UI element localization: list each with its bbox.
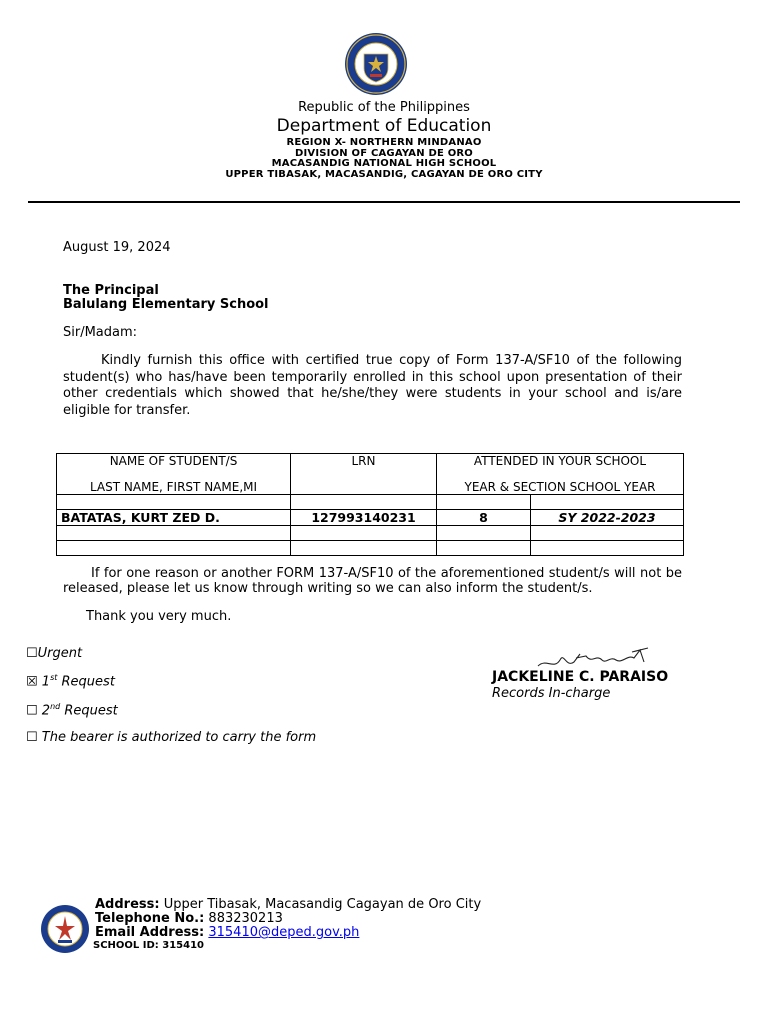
footer-email bbox=[95, 925, 359, 940]
checkbox-label: 2 bbox=[41, 703, 51, 719]
request-paragraph: Kindly furnish this office with certified true copy of Form 137-A/SF10 of the following student(s) who has/have been temporarily enrolled in this school upon presentation of their other credentials which showed that he/she/they were students in your school and is/are eligible for transfer. bbox=[63, 353, 682, 418]
student-school-year: SY 2022-2023 bbox=[531, 510, 684, 526]
student-name: BATATAS, KURT ZED D. bbox=[57, 510, 291, 526]
letter-date: August 19, 2024 bbox=[63, 240, 171, 255]
signatory-name: JACKELINE C. PARAISO bbox=[492, 669, 669, 685]
checkbox-box[interactable]: ☐ bbox=[26, 703, 38, 719]
deped-seal-logo bbox=[344, 32, 408, 96]
footer-telephone-value: 883230213 bbox=[208, 911, 283, 926]
table-row bbox=[57, 541, 684, 556]
footer-telephone bbox=[95, 911, 283, 926]
region-line: REGION X- NORTHERN MINDANAO bbox=[286, 137, 482, 148]
checkbox-box[interactable]: ☐ bbox=[26, 730, 38, 745]
checkbox-label-sup: nd bbox=[50, 702, 61, 711]
checkbox-label: 1 bbox=[41, 674, 51, 690]
checkbox-box[interactable]: ☐ bbox=[26, 646, 38, 661]
footer-telephone-label: Telephone No.: bbox=[95, 911, 205, 926]
school-address-line: UPPER TIBASAK, MACASANDIG, CAGAYAN DE ORO CITY bbox=[225, 169, 543, 180]
header-lrn bbox=[291, 454, 437, 495]
recipient-school: Balulang Elementary School bbox=[63, 297, 269, 312]
school-line: MACASANDIG NATIONAL HIGH SCHOOL bbox=[271, 158, 497, 169]
followup-paragraph: If for one reason or another FORM 137-A/SF10 of the aforementioned student/s will not be released, please let us know through writing so we can also inform the student/s. bbox=[63, 566, 682, 596]
republic-line: Republic of the Philippines bbox=[298, 100, 470, 115]
school-id: SCHOOL ID: 315410 bbox=[93, 940, 205, 951]
checkbox-label: Urgent bbox=[37, 646, 83, 661]
student-lrn: 127993140231 bbox=[291, 510, 437, 526]
header-attended-line1: ATTENDED IN YOUR SCHOOL bbox=[473, 454, 647, 468]
table-row bbox=[57, 526, 684, 541]
checkbox-bearer-authorized[interactable] bbox=[26, 730, 316, 745]
checkbox-second-request[interactable] bbox=[26, 702, 118, 718]
salutation: Sir/Madam: bbox=[63, 325, 138, 340]
checkbox-box[interactable]: ☒ bbox=[26, 674, 38, 690]
recipient-title: The Principal bbox=[63, 283, 159, 298]
footer-email-label: Email Address: bbox=[95, 925, 205, 940]
header-name-line2: LAST NAME, FIRST NAME,MI bbox=[89, 480, 258, 494]
header-divider bbox=[28, 201, 740, 203]
school-seal-logo bbox=[40, 904, 90, 954]
closing-line: Thank you very much. bbox=[86, 609, 232, 624]
checkbox-label-sup: st bbox=[50, 673, 58, 682]
signatory-role: Records In-charge bbox=[492, 686, 611, 701]
checkbox-urgent[interactable] bbox=[26, 646, 82, 661]
header-attended-line2: YEAR & SECTION SCHOOL YEAR bbox=[464, 480, 656, 494]
student-year-section: 8 bbox=[437, 510, 531, 526]
table-row bbox=[57, 510, 684, 526]
footer-address-label: Address: bbox=[95, 897, 160, 912]
footer-email-link[interactable]: 315410@deped.gov.ph bbox=[208, 925, 360, 940]
division-line: DIVISION OF CAGAYAN DE ORO bbox=[294, 148, 474, 159]
footer-address bbox=[95, 897, 481, 912]
header-attended bbox=[437, 454, 684, 495]
checkbox-label-suffix: Request bbox=[60, 703, 118, 719]
checkbox-label: The bearer is authorized to carry the form bbox=[41, 730, 317, 745]
footer-address-value: Upper Tibasak, Macasandig Cagayan de Oro City bbox=[163, 897, 482, 912]
checkbox-label-suffix: Request bbox=[57, 674, 115, 690]
checkbox-first-request[interactable] bbox=[26, 673, 115, 689]
header-name-line1: NAME OF STUDENT/S bbox=[109, 454, 238, 468]
student-table bbox=[56, 453, 684, 556]
header-lrn-label: LRN bbox=[351, 454, 376, 468]
department-title: Department of Education bbox=[276, 116, 492, 136]
signature-scribble bbox=[536, 644, 651, 672]
header-name bbox=[57, 454, 291, 495]
table-header-row bbox=[57, 454, 684, 495]
table-row bbox=[57, 495, 684, 510]
